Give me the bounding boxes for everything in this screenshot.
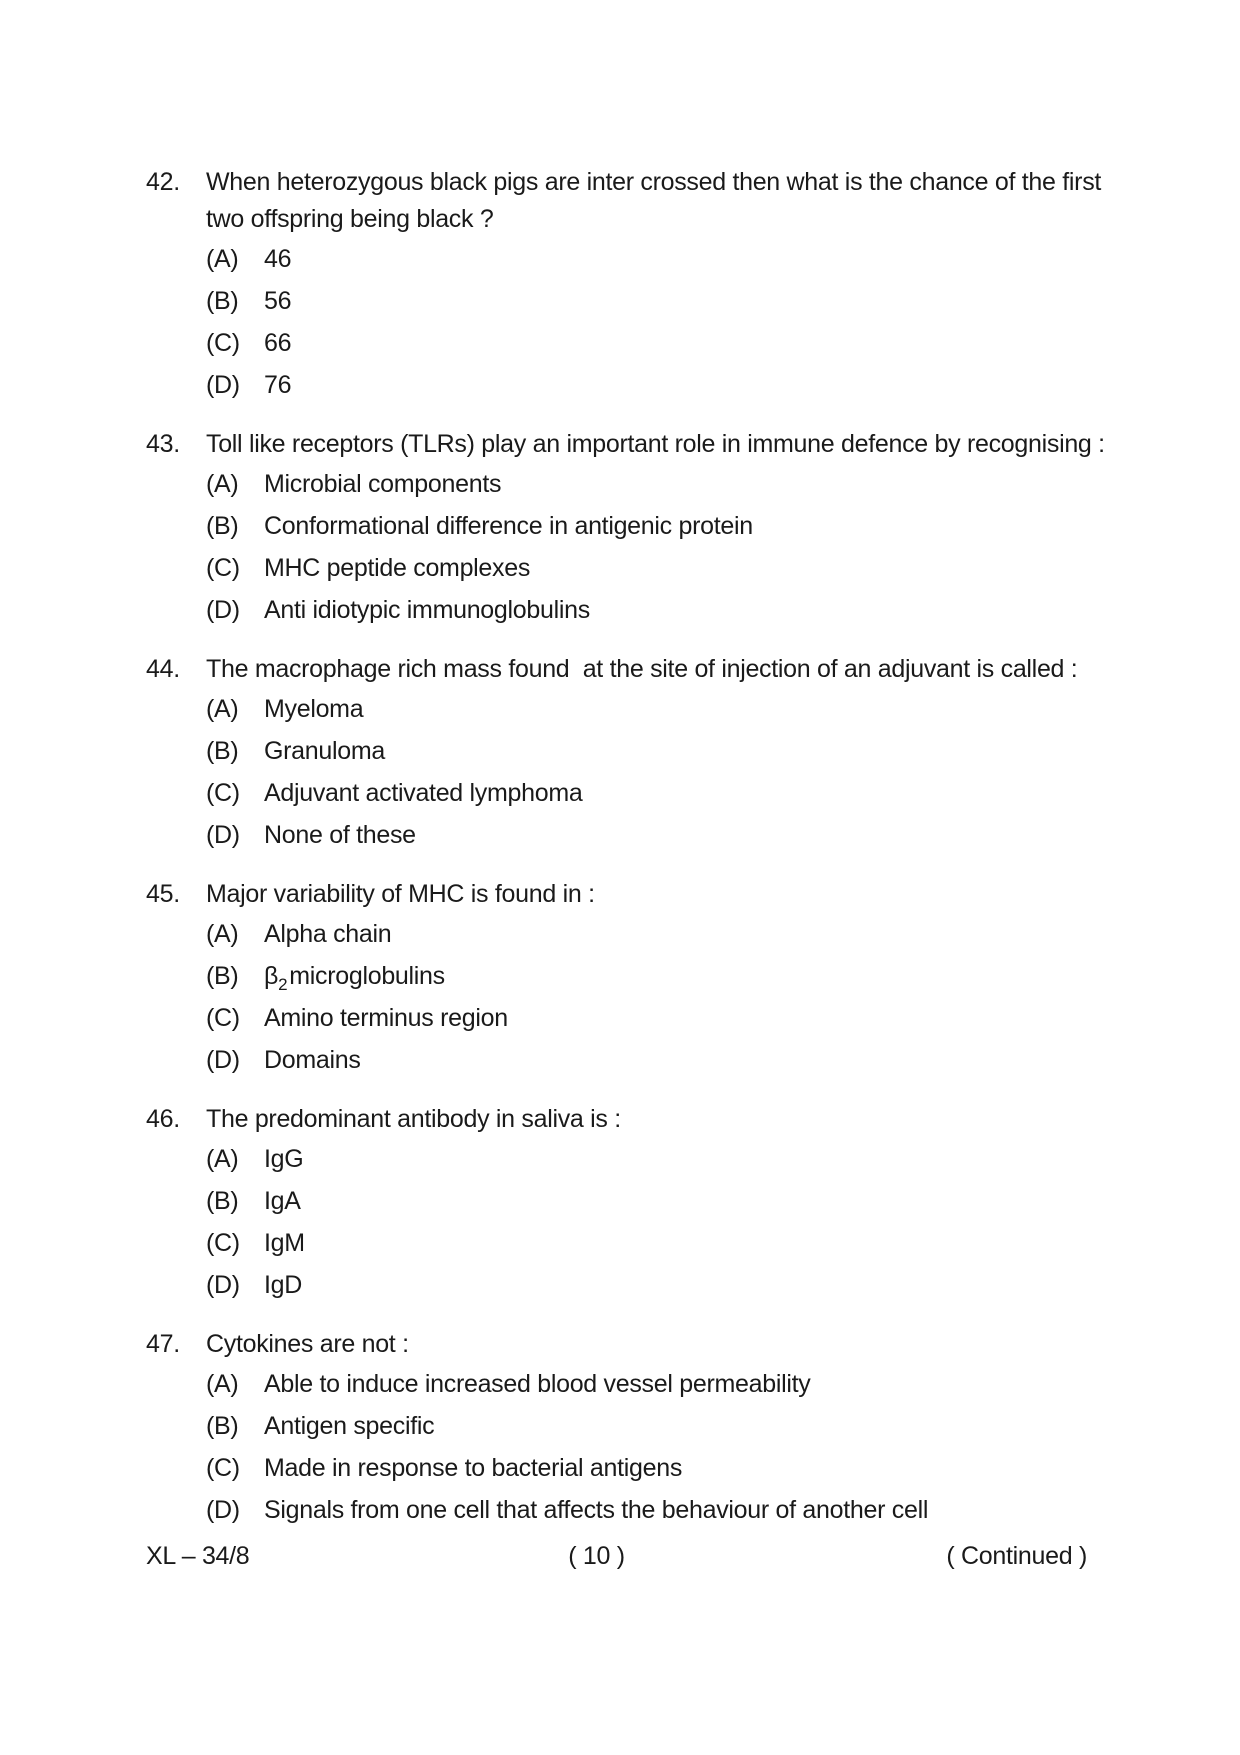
question-stem <box>146 876 1106 913</box>
option-list <box>146 1363 1106 1531</box>
option-d <box>146 1264 1106 1306</box>
option-d <box>146 364 1106 406</box>
option-label: (B) <box>206 962 239 990</box>
option-label: (A) <box>206 1145 239 1173</box>
question-number: 42. <box>146 168 180 196</box>
option-text: Conformational difference in antigenic protein <box>264 512 753 540</box>
option-b <box>146 505 1106 547</box>
option-a <box>146 1138 1106 1180</box>
option-label: (C) <box>206 1004 240 1032</box>
option-c <box>146 772 1106 814</box>
option-label: (D) <box>206 596 240 624</box>
question-stem <box>146 651 1106 688</box>
option-text: Amino terminus region <box>264 1004 508 1032</box>
option-label: (D) <box>206 1046 240 1074</box>
option-label: (B) <box>206 1412 239 1440</box>
question-46 <box>146 1101 1106 1306</box>
option-label: (C) <box>206 329 240 357</box>
continued-label: ( Continued ) <box>946 1542 1087 1570</box>
question-text: Cytokines are not : <box>206 1330 409 1358</box>
question-42 <box>146 164 1106 406</box>
option-list <box>146 238 1106 406</box>
question-text: When heterozygous black pigs are inter crossed then what is the chance of the first two offspring being black ? <box>206 168 1102 233</box>
option-c <box>146 997 1106 1039</box>
option-label: (C) <box>206 554 240 582</box>
question-45 <box>146 876 1106 1081</box>
option-text: Domains <box>264 1046 361 1074</box>
option-list <box>146 688 1106 856</box>
option-d <box>146 589 1106 631</box>
option-label: (B) <box>206 287 239 315</box>
option-text: 66 <box>264 329 292 357</box>
option-d <box>146 1489 1106 1531</box>
option-text: Myeloma <box>264 695 364 723</box>
option-label: (B) <box>206 512 239 540</box>
option-text: microglobulins <box>289 962 445 990</box>
option-label: (A) <box>206 920 239 948</box>
option-label: (D) <box>206 1496 240 1524</box>
option-list <box>146 913 1106 1081</box>
question-stem <box>146 164 1106 238</box>
option-label: (A) <box>206 470 239 498</box>
option-label: (C) <box>206 1229 240 1257</box>
question-text: Toll like receptors (TLRs) play an important role in immune defence by recognising : <box>206 430 1105 458</box>
option-c <box>146 1447 1106 1489</box>
option-text: IgG <box>264 1145 304 1173</box>
question-stem <box>146 426 1106 463</box>
question-number: 44. <box>146 655 180 683</box>
question-44 <box>146 651 1106 856</box>
option-text: Able to induce increased blood vessel permeability <box>264 1370 811 1398</box>
option-text: IgD <box>264 1271 303 1299</box>
option-label: (C) <box>206 779 240 807</box>
beta-symbol: β <box>264 962 279 990</box>
question-number: 47. <box>146 1330 180 1358</box>
option-b <box>146 1180 1106 1222</box>
question-number: 46. <box>146 1105 180 1133</box>
question-text: The predominant antibody in saliva is : <box>206 1105 621 1133</box>
option-text: Alpha chain <box>264 920 392 948</box>
option-label: (D) <box>206 1271 240 1299</box>
option-a <box>146 463 1106 505</box>
question-47 <box>146 1326 1106 1531</box>
option-b <box>146 955 1106 997</box>
option-d <box>146 1039 1106 1081</box>
option-label: (B) <box>206 737 239 765</box>
option-list <box>146 463 1106 631</box>
option-text: Signals from one cell that affects the behaviour of another cell <box>264 1496 929 1524</box>
question-stem <box>146 1326 1106 1363</box>
option-c <box>146 1222 1106 1264</box>
question-text: The macrophage rich mass found at the site of injection of an adjuvant is called : <box>206 655 1078 683</box>
option-c <box>146 322 1106 364</box>
option-b <box>146 730 1106 772</box>
option-a <box>146 913 1106 955</box>
paper-code: XL – 34/8 <box>146 1542 250 1570</box>
option-label: (C) <box>206 1454 240 1482</box>
option-a <box>146 238 1106 280</box>
option-a <box>146 688 1106 730</box>
option-a <box>146 1363 1106 1405</box>
option-label: (B) <box>206 1187 239 1215</box>
option-text: Granuloma <box>264 737 385 765</box>
option-d <box>146 814 1106 856</box>
option-text: 56 <box>264 287 292 315</box>
subscript-2: 2 <box>278 975 288 994</box>
option-text: Anti idiotypic immunoglobulins <box>264 596 590 624</box>
option-text: 76 <box>264 371 292 399</box>
option-text: IgM <box>264 1229 305 1257</box>
question-list <box>146 164 1106 1551</box>
option-label: (D) <box>206 821 240 849</box>
option-text: None of these <box>264 821 416 849</box>
option-b <box>146 1405 1106 1447</box>
option-text: Microbial components <box>264 470 502 498</box>
option-text: 46 <box>264 245 292 273</box>
question-stem <box>146 1101 1106 1138</box>
page-footer <box>146 1536 1087 1576</box>
option-b <box>146 280 1106 322</box>
question-number: 45. <box>146 880 180 908</box>
question-number: 43. <box>146 430 180 458</box>
option-text: MHC peptide complexes <box>264 554 531 582</box>
option-label: (A) <box>206 695 239 723</box>
option-label: (D) <box>206 371 240 399</box>
option-c <box>146 547 1106 589</box>
page-number: ( 10 ) <box>568 1542 625 1570</box>
question-text: Major variability of MHC is found in : <box>206 880 595 908</box>
question-43 <box>146 426 1106 631</box>
option-label: (A) <box>206 245 239 273</box>
option-text: Adjuvant activated lymphoma <box>264 779 583 807</box>
option-text: Made in response to bacterial antigens <box>264 1454 683 1482</box>
option-list <box>146 1138 1106 1306</box>
option-label: (A) <box>206 1370 239 1398</box>
option-text: Antigen specific <box>264 1412 435 1440</box>
option-text: IgA <box>264 1187 301 1215</box>
